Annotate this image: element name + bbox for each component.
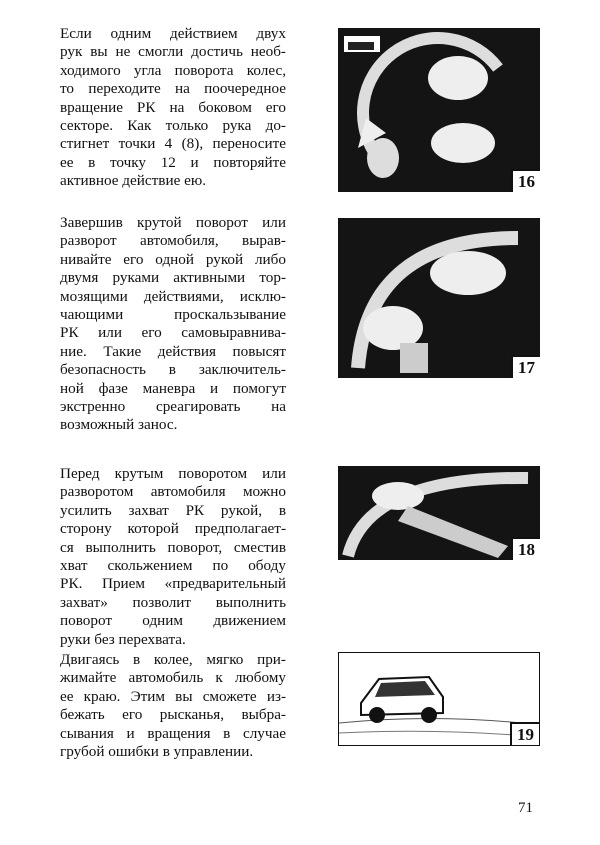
hands-on-steering-wheel-icon	[338, 28, 540, 192]
hands-braking-wheel-icon	[338, 218, 540, 378]
figure-18	[338, 466, 540, 560]
text-line: мозящими действиями, исклю-	[60, 287, 286, 305]
text-line: РК или его самовыравнива-	[60, 324, 286, 342]
page-number: 71	[518, 800, 533, 816]
text-line: бежать его рысканья, выбра-	[60, 706, 286, 724]
text-line: жимайте автомобиль к любому	[60, 669, 286, 687]
hand-gripping-rim-icon	[338, 466, 540, 560]
text-line: ее в точку 12 и повторяйте	[60, 153, 286, 171]
text-line: Двигаясь в колее, мягко при-	[60, 651, 286, 668]
text-line: секторе. Как только рука до-	[60, 116, 286, 134]
text-line: рук вы не смогли достичь необ-	[60, 43, 286, 61]
text-line: нивайте его одной рукой либо	[60, 250, 286, 268]
text-line: стигнет точки 4 (8), переносите	[60, 135, 286, 153]
text-line: ной фазе маневра и помогут	[60, 379, 286, 397]
text-line: Если одним действием двух	[60, 25, 286, 42]
text-line: то переходите на поочередное	[60, 80, 286, 98]
text-line: поворот одним движением	[60, 612, 286, 630]
text-line: вращение РК на боковом его	[60, 98, 286, 116]
figure-19	[338, 652, 540, 746]
paragraph-4	[60, 651, 286, 761]
text-line: грубой ошибки в управлении.	[60, 742, 254, 760]
paragraph-2	[60, 214, 286, 435]
text-line: ние. Такие действия повысят	[60, 342, 286, 360]
paragraph-3	[60, 465, 286, 649]
text-line: хват скольжением по ободу	[60, 556, 286, 574]
text-line: ее краю. Этим вы сможете из-	[60, 687, 286, 705]
text-line: сторону которой предполагает-	[60, 520, 286, 538]
text-line: активное действие ею.	[60, 172, 206, 190]
figure-number: 16	[511, 169, 540, 192]
text-line: усилить захват РК рукой, в	[60, 501, 286, 519]
text-line: экстренно среагировать на	[60, 397, 286, 415]
text-line: безопасность в заключитель-	[60, 361, 286, 379]
text-line: захват» позволит выполнить	[60, 593, 286, 611]
text-line: Завершив крутой поворот или	[60, 214, 286, 231]
figure-number: 18	[511, 537, 540, 560]
figure-16	[338, 28, 540, 192]
text-line: чающими проскальзывание	[60, 305, 286, 323]
text-line: Перед крутым поворотом или	[60, 465, 286, 482]
figure-number: 19	[510, 722, 539, 745]
text-line: ся выполнить поворот, сместив	[60, 538, 286, 556]
text-line: руки без перехвата.	[60, 630, 186, 648]
figure-number: 17	[511, 355, 540, 378]
text-line: ходимого угла поворота колес,	[60, 61, 286, 79]
text-line: разворотом автомобиля можно	[60, 483, 286, 501]
text-line: сывания и вращения в случае	[60, 724, 286, 742]
text-line: возможный занос.	[60, 416, 178, 434]
paragraph-1	[60, 25, 286, 191]
text-line: РК. Прием «предварительный	[60, 575, 286, 593]
text-line: разворот автомобиля, вырав-	[60, 232, 286, 250]
figure-17	[338, 218, 540, 378]
text-line: двумя руками активными тор-	[60, 269, 286, 287]
